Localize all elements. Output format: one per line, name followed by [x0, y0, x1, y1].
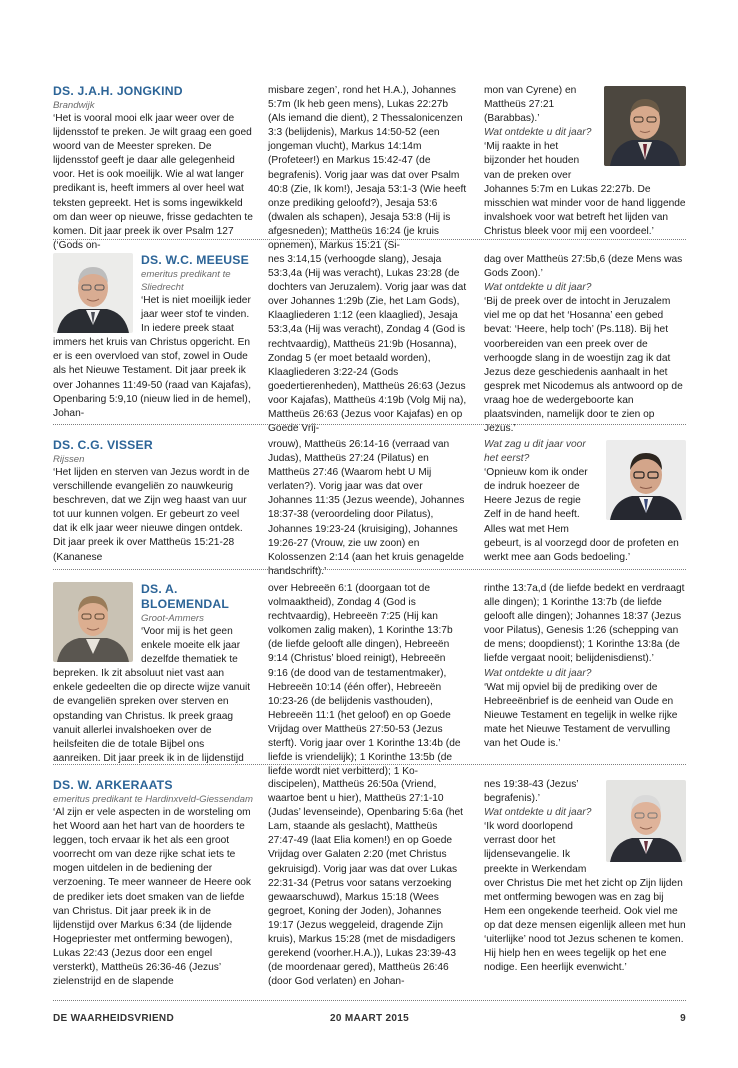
- column-1: [53, 582, 253, 766]
- column-1: [53, 438, 253, 565]
- text-block: ‘Bij de preek over de intocht in Jeruzalem viel me op dat het ‘Hosanna’ een gebed bevat: ‘Heere, help toch’ (Ps.118). Bij het voorbereiden van een preek over de verhoogde slang in de woestijn zag ik dat Jezus deze geschiedenis aanhaalt in het gesprek met Nicodemus als antwoord op de vraag hoe de wedergeboorte kan plaatsvinden, namelijk door te zien op Jezus.’: [484, 296, 683, 435]
- text-block: ‘Het is vooral mooi elk jaar weer over de lijdensstof te preken. Je wilt graag een goed woord van de Meester spreken. De lijdensstof geeft je daar alle gelegenheid voor. Het is ook moeilijk. Wie al wat langer predikant is, heeft immers al over heel wat teksten gepreekt. Het is soms ingewikkeld om dan weer op nieuwe, frisse gedachten te komen. Dit jaar preek ik over Psalm 127 (‘Gods on-: [53, 113, 253, 251]
- column-2: [268, 582, 467, 779]
- text-block: ‘Ik word doorlopend verrast door het lijdensevangelie. Ik preekte in Werkendam over Christus Die met het zicht op Zijn lijden met ontferming bewogen was en zag bij Hem een ongekende teerheid. Ook viel me op dat deze mensen eigenlijk alleen met hun ‘uiterlijke’ nood tot Jezus schenen te komen. Hij hielp hen en wees tegelijk op het ene nodige. Een heerlijk evenwicht.’: [484, 821, 686, 974]
- publication-name: DE WAARHEIDSVRIEND: [53, 1013, 174, 1024]
- minister-name: DS. A. BLOEMENDAL: [141, 582, 229, 611]
- column-3: [484, 778, 686, 975]
- minister-location: emeritus predikant te Hardinxveld-Giessendam: [53, 794, 253, 805]
- column-3: [484, 253, 686, 436]
- text-block: rinthe 13:7a,d (de liefde bedekt en verdraagt alle dingen); 1 Korinthe 13:7b (de liefde gelooft alle dingen); Johannes 18:37 (Jezus voor Pilatus), Genesis 1:26 (schepping van de mens; doopdienst); 1 Korinthe 13:8a (de liefde vergaat nooit; belijdenisdienst).’: [484, 583, 685, 665]
- column-1: [53, 253, 253, 421]
- text-block: ‘Opnieuw kom ik onder de indruk hoezeer de Heere Jezus de regie Zelf in de hand heeft. Alles wat met Hem gebeurt, is al voorzegd door de profeten en werkt mee aan Gods bedoeling.’: [484, 467, 679, 563]
- text-block: ‘Wat mij opviel bij de prediking over de Hebreeënbrief is de eenheid van Oude en Nieuwe Testament en tegelijk in welke rijke mate het Nieuwe Testament de vervulling van het Oude is.’: [484, 681, 678, 750]
- column-3: [484, 582, 686, 751]
- column-2: [268, 253, 467, 436]
- column-1: [53, 778, 253, 989]
- text-block: mon van Cyrene) en Mattheüs 27:21 (Barabbas).’: [484, 85, 577, 125]
- text-block: over Hebreeën 6:1 (doorgaan tot de volmaaktheid), Zondag 4 (God is rechtvaardig), Hebreeën 7:25 (Hij kan volkomen zalig maken), 1 Korinthe 13:7b (de liefde gelooft alle dingen), Hebreeën 9:14 (Christus’ bloed reinigt), Hebreeën 9:16 (de dood van de testamentmaker), Hebreeën 10:14 (één offer), Hebreeën 10:23-26 (de belijdenis vasthouden), Hebreeën 11:1 (het geloof) en op Goede Vrijdag over Mattheüs 27:50-53 (Jezus sterft). Vorig jaar over 1 Korinthe 13:4b (de liefde is vriendelijk); 1 Korinthe 13:5b (de liefde wordt niet verbitterd); 1 Ko-: [268, 583, 461, 778]
- question-label: Wat zag u dit jaar voor het eerst?: [484, 439, 586, 465]
- column-3: [484, 438, 686, 565]
- column-2: [268, 84, 467, 253]
- portrait-photo: [53, 253, 133, 333]
- text-block: ‘Het lijden en sterven van Jezus wordt in de verschillende evangeliën zo nauwkeurig beschreven, dat we Zijn weg haast van uur tot uur kunnen volgen. Er gebeurt zo veel dat ik elk jaar weer nieuwe dingen ontdek. Dit jaar preek ik over Mattheüs 15:21-28 (Kananese: [53, 467, 250, 563]
- page-number: 9: [680, 1013, 686, 1024]
- section-divider: [53, 569, 686, 570]
- minister-location: Groot-Ammers: [141, 613, 204, 624]
- section-divider: [53, 239, 686, 240]
- minister-name: DS. W. ARKERAATS: [53, 778, 173, 792]
- question-label: Wat ontdekte u dit jaar?: [484, 127, 592, 139]
- issue-date: 20 MAART 2015: [330, 1013, 409, 1024]
- minister-location: Brandwijk: [53, 100, 95, 111]
- footer-divider: [53, 1000, 686, 1001]
- text-block: ‘Al zijn er vele aspecten in de worsteling om het Woord aan het hart van de hoorders te leggen, toch ervaar ik het als een groot voorrecht om van deze rijke schat iets te mogen uitdelen in de bediening der verzoening. Te meer wanneer de Heere ook de prediker iets doet smaken van de liefde van Christus. Dit jaar preek ik in de lijdenstijd over Markus 6:34 (de lijdende Hogepriester met ontferming bewogen), Lukas 22:43 (Jezus door een engel versterkt), Mattheüs 26:36-46 (Jezus’ zielenstrijd en de slapende: [53, 807, 252, 988]
- text-block: misbare zegen’, rond het H.A.), Johannes 5:7m (Ik heb geen mens), Lukas 22:27b (Als iemand die dient), 2 Thessalonicenzen 3:3 (belijdenis), Markus 14:50-52 (een jongeman vlucht), Markus 14:14m (Profeteer!) en Markus 15:42-47 (de begrafenis). Vorig jaar was dat over Psalm 40:8 (Zie, Ik kom!), Jesaja 53:1-3 (Wie heeft onze prediking geloofd?), Jesaja 53:6 (dwalen als schapen), Jesaja 53:8 (Hij is afgesneden); Mattheüs 16:24 (je kruis opnemen), Markus 15:21 (Si-: [268, 85, 467, 252]
- text-block: ‘Voor mij is het geen enkele moeite elk jaar dezelfde thematiek te bepreken. Ik zit absoluut niet vast aan enkele gedeelten die op directe wijze vanuit de evangeliën spreken over sterven en opstanding van Christus. Ik preek graag vanuit allerlei invalshoeken over de heilsfeiten die de totale Bijbel ons aanreiken. Dit jaar preek ik in de lijdenstijd: [53, 626, 251, 764]
- column-1: [53, 84, 253, 253]
- portrait-photo: [604, 86, 686, 166]
- portrait-photo: [606, 780, 686, 862]
- text-block: nes 3:14,15 (verhoogde slang), Jesaja 53:3,4a (Hij was veracht), Lukas 23:28 (de dochters van Jeruzalem). Vorig jaar was dat over Johannes 1:29b (Zie, het Lam Gods), Klaagliederen 1:12 (een klaaglied), Jesaja 53:3,4a (Hij was veracht), Zondag 4 (God is rechtvaardig), Mattheüs 21:9b (Hosanna), Zondag 5 (er moet betaald worden), Klaagliederen 3:22-24 (Gods goedertierenheden), Mattheüs 26:63 (Jezus voor Kajafas), Mattheüs 4:19b (Volg Mij na), Mattheüs 26:63 (Jezus voor Kajafas) en op Goede Vrij-: [268, 254, 467, 435]
- column-2: [268, 778, 467, 989]
- text-block: discipelen), Mattheüs 26:50a (Vriend, waartoe bent u hier), Mattheüs 27:1-10 (Judas’ levenseinde), Openbaring 5:6a (het Lam, staande als geslacht), Mattheüs 27:47-49 (laat Elia komen!) en op Goede Vrijdag over Galaten 2:20 (met Christus gekruisigd). Vorig jaar was dat over Lukas 22:31-34 (Petrus voor satans verzoeking gewaarschuwd), Markus 15:18 (Wees gegroet, Koning der Joden), Johannes 19:17 (Jezus weggeleid, dragende Zijn kruis), Markus 15:28 (met de misdadigers gerekend (voorher.H.A.)), Lukas 23:39-43 (de moordenaar gered), Mattheüs 26:46 (door God verlaten) en Johan-: [268, 779, 464, 988]
- text-block: ‘Het is niet moeilijk ieder jaar weer stof te vinden. In iedere preek staat immers het kruis van Christus opgericht. En er is een overvloed van stof, zowel in Oude als het Nieuwe Testament. Dit jaar preek ik over Johannes 11:49-50 (raad van Kajafas), Openbaring 5:9,10 (nieuw lied in de hemel), Johan-: [53, 295, 252, 419]
- text-block: dag over Mattheüs 27:5b,6 (deze Mens was Gods Zoon).’: [484, 254, 683, 280]
- text-block: ‘Mij raakte in het bijzonder het houden van de preken over Johannes 5:7m en Lukas 22:27b. De misschien wat minder voor de hand liggende invalshoek voor wat betreft het lijden van Christus bleek voor mij een voordeel.’: [484, 141, 686, 237]
- minister-name: DS. C.G. VISSER: [53, 438, 153, 452]
- question-label: Wat ontdekte u dit jaar?: [484, 282, 592, 294]
- column-2: [268, 438, 467, 579]
- minister-name: DS. J.A.H. JONGKIND: [53, 84, 183, 98]
- minister-location: emeritus predikant te Sliedrecht: [141, 269, 231, 293]
- column-3: [484, 84, 686, 239]
- portrait-photo: [606, 440, 686, 520]
- page-footer: [53, 1013, 686, 1024]
- portrait-photo: [53, 582, 133, 662]
- question-label: Wat ontdekte u dit jaar?: [484, 667, 592, 679]
- text-block: vrouw), Mattheüs 26:14-16 (verraad van Judas), Mattheüs 27:24 (Pilatus) en Mattheüs 27:46 (Waarom hebt U Mij verlaten?). Vorig jaar was dat over Johannes 11:35 (Jezus weende), Johannes 18:37-38 (veroordeling door Pilatus), Johannes 19:23-24 (kruisiging), Johannes 19:26-27 (Vrouw, zie uw zoon) en Kolossenzen 2:14 (aan het kruis genagelde handschrift).’: [268, 439, 465, 577]
- question-label: Wat ontdekte u dit jaar?: [484, 807, 592, 819]
- text-block: nes 19:38-43 (Jezus’ begrafenis).’: [484, 779, 579, 805]
- section-divider: [53, 764, 686, 765]
- minister-location: Rijssen: [53, 454, 85, 465]
- minister-name: DS. W.C. MEEUSE: [141, 253, 249, 267]
- section-divider: [53, 424, 686, 425]
